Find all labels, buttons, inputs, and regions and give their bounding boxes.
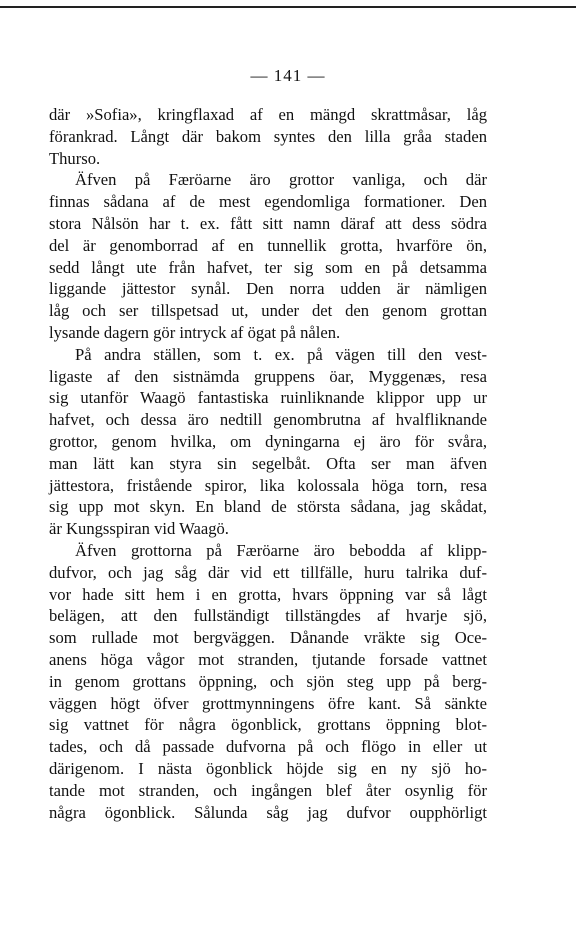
top-rule: [0, 6, 576, 8]
text-line: där »Sofia», kringflaxad af en mängd skrattmåsar, låg: [49, 105, 487, 124]
text-line: Äfven grottorna på Færöarne äro bebodda af klipp-: [75, 540, 487, 560]
text-line: sig utanför Waagö fantastiska ruinliknande klippor upp ur: [49, 388, 487, 408]
text-line: tades, och då passade dufvorna på och flögo in eller ut: [49, 737, 487, 757]
text-line: tande mot stranden, och ingången blef åter osynlig för: [49, 780, 487, 800]
text-line: På andra ställen, som t. ex. på vägen till den vest-: [75, 344, 487, 364]
text-line: Äfven på Færöarne äro grottor vanliga, och där: [75, 170, 487, 190]
text-line: förankrad. Långt där bakom syntes den lilla gråa staden: [49, 126, 487, 146]
paragraph: [49, 540, 487, 823]
paragraph: [49, 344, 487, 540]
text-line: stora Nålsön har t. ex. fått sitt namn däraf att dess södra: [49, 213, 487, 233]
text-line: vor hade sitt hem i en grotta, hvars öppning var så lågt: [49, 584, 487, 604]
text-line: anens höga vågor mot stranden, tjutande forsade vattnet: [49, 649, 487, 669]
text-line: finnas sådana af de mest egendomliga formationer. Den: [49, 192, 487, 212]
text-line: därigenom. I nästa ögonblick höjde sig en ny sjö ho-: [49, 758, 487, 778]
text-line: Thurso.: [49, 148, 101, 168]
text-line: jättestora, fristående spiror, lika kolossala höga torn, resa: [49, 475, 487, 495]
paragraph: [49, 169, 487, 343]
text-line: låg och ser tillspetsad ut, under det den genom grottan: [49, 301, 487, 321]
text-line: ligaste af den sistnämda gruppens öar, Myggenæs, resa: [49, 366, 487, 386]
text-line: några ögonblick. Sålunda såg jag dufvor oupphörligt: [49, 802, 487, 822]
text-line: belägen, att den fullständigt tillstängdes af hvarje sjö,: [49, 606, 487, 626]
text-line: sig vattnet för några ögonblick, grottans öppning blot-: [49, 715, 487, 735]
text-line: in genom grottans öppning, och sjön steg upp på berg-: [49, 671, 487, 691]
text-line: är Kungsspiran vid Waagö.: [49, 519, 229, 539]
text-line: liggande jättestor synål. Den norra udden är nämligen: [49, 279, 487, 299]
text-line: dufvor, och jag såg där vid ett tillfälle, huru talrika duf-: [49, 562, 487, 582]
text-line: sedd långt ute från hafvet, ter sig som en på detsamma: [49, 257, 487, 277]
page-number: — 141 —: [250, 66, 326, 85]
text-line: sig upp mot skyn. En bland de största sådana, jag skådat,: [49, 497, 487, 517]
body-text: [49, 104, 487, 823]
text-line: som rullade mot bergväggen. Dånande vräkte sig Oce-: [49, 628, 487, 648]
paragraph: [49, 104, 487, 169]
text-line: del är genomborrad af en tunnellik grotta, hvarföre ön,: [49, 235, 487, 255]
text-line: grottor, genom hvilka, om dyningarna ej äro för svåra,: [49, 431, 487, 451]
text-line: man lätt kan styra sin segelbåt. Ofta ser man äfven: [49, 453, 487, 473]
text-line: lysande dagern gör intryck af ögat på nålen.: [49, 322, 341, 342]
text-line: hafvet, och dessa äro nedtill genombrutna af hvalfliknande: [49, 410, 487, 430]
text-line: väggen högt öfver grottmynningens öfre kant. Så sänkte: [49, 693, 487, 713]
